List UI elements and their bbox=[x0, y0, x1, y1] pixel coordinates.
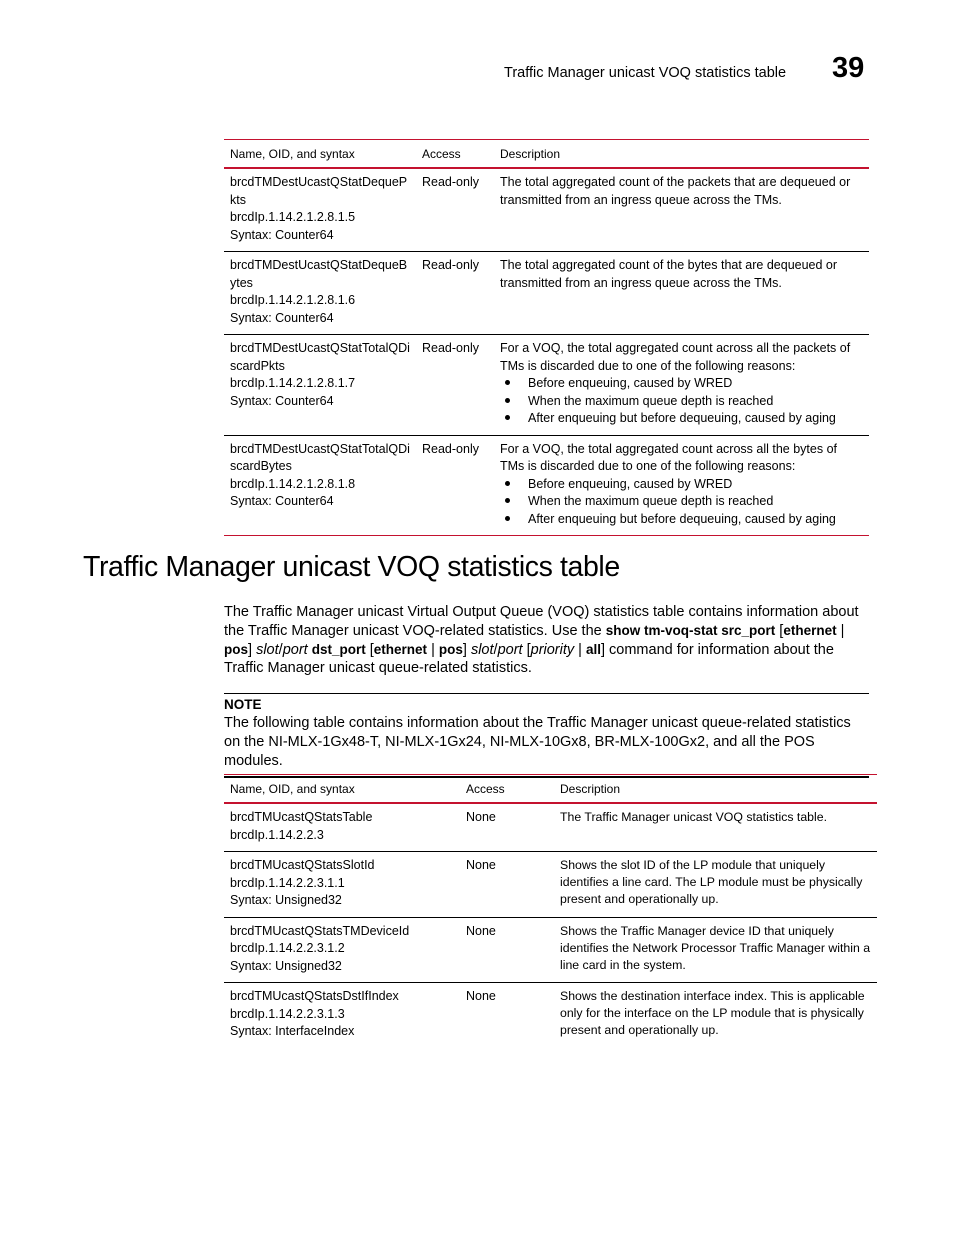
access-cell: None bbox=[460, 917, 554, 983]
access-cell: Read-only bbox=[416, 435, 494, 536]
oid-line: brcdIp.1.14.2.1.2.8.1.7 bbox=[230, 376, 356, 390]
syntax-slash: / bbox=[493, 641, 498, 658]
oid-line: brcdIp.1.14.2.2.3.1.1 bbox=[230, 875, 345, 890]
syntax-bracket: [ bbox=[522, 641, 531, 658]
bullet-item: When the maximum queue depth is reached bbox=[500, 393, 863, 411]
object-name-line: brcdTMDestUcastQStatTotalQDi bbox=[230, 341, 410, 355]
intro-paragraph bbox=[224, 603, 872, 678]
description-cell: The Traffic Manager unicast VOQ statistics table. bbox=[554, 803, 877, 852]
column-header-description: Description bbox=[554, 775, 877, 804]
name-oid-cell bbox=[224, 983, 460, 1048]
chapter-number: 39 bbox=[832, 52, 865, 84]
syntax-bracket: ] bbox=[462, 641, 471, 658]
table-row bbox=[224, 335, 869, 436]
reason-bullet-list bbox=[500, 375, 863, 428]
table-row bbox=[224, 803, 877, 852]
syntax-line: Syntax: Counter64 bbox=[230, 227, 334, 242]
access-cell: None bbox=[466, 989, 496, 1003]
name-oid-cell bbox=[224, 168, 416, 252]
name-oid-cell bbox=[224, 252, 416, 335]
access-cell: Read-only bbox=[416, 252, 494, 335]
object-name-line: ytes bbox=[230, 275, 253, 290]
object-name-line: brcdTMUcastQStatsTable bbox=[230, 810, 373, 824]
table-row bbox=[224, 852, 877, 918]
description-cell bbox=[494, 335, 869, 436]
object-name-line: scardPkts bbox=[230, 358, 285, 373]
syntax-line: Syntax: Counter64 bbox=[230, 310, 334, 325]
section-heading: Traffic Manager unicast VOQ statistics table bbox=[83, 551, 620, 583]
syntax-pipe: | bbox=[427, 641, 439, 658]
syntax-bracket: [ bbox=[775, 622, 784, 639]
object-name-line: brcdTMDestUcastQStatDequeP bbox=[230, 175, 408, 189]
description-text: For a VOQ, the total aggregated count across all the packets of TMs is discarded due to one of the following reasons: bbox=[500, 341, 851, 373]
name-oid-cell bbox=[224, 435, 416, 536]
command-argument: priority bbox=[530, 641, 575, 658]
command-keyword: pos bbox=[438, 641, 463, 657]
bullet-item: When the maximum queue depth is reached bbox=[500, 493, 863, 511]
syntax-bracket: ] bbox=[248, 641, 257, 658]
description-cell: Shows the slot ID of the LP module that uniquely identifies a line card. The LP module must be physically present and operationally up. bbox=[554, 852, 877, 918]
access-cell: Read-only bbox=[416, 168, 494, 252]
syntax-slash: / bbox=[278, 641, 283, 658]
oid-line: brcdIp.1.14.2.1.2.8.1.8 bbox=[230, 476, 356, 491]
oid-line: brcdIp.1.14.2.2.3 bbox=[230, 827, 324, 842]
command-argument: slot bbox=[256, 641, 279, 658]
command-keyword: all bbox=[585, 641, 601, 657]
description-cell bbox=[494, 435, 869, 536]
name-oid-cell bbox=[224, 803, 460, 852]
table-header-row bbox=[224, 140, 869, 169]
intro-text: The Traffic Manager unicast Virtual Output Queue (VOQ) statistics table contains information about the Traffic Manager unicast VOQ-related statistics. Use the bbox=[224, 604, 859, 639]
oid-line: brcdIp.1.14.2.2.3.1.2 bbox=[230, 941, 345, 955]
oid-line: brcdIp.1.14.2.2.3.1.3 bbox=[230, 1006, 345, 1021]
description-cell: Shows the Traffic Manager device ID that uniquely identifies the Network Processor Traffic Manager within a line card in the system. bbox=[554, 917, 877, 983]
reason-bullet-list bbox=[500, 476, 863, 529]
syntax-line: Syntax: Counter64 bbox=[230, 393, 334, 408]
table-row bbox=[224, 983, 877, 1048]
access-cell: None bbox=[460, 803, 554, 852]
table-row bbox=[224, 435, 869, 536]
note-box bbox=[224, 693, 869, 778]
object-name-line: brcdTMUcastQStatsTMDeviceId bbox=[230, 923, 410, 938]
object-name-line: kts bbox=[230, 192, 246, 207]
command-keyword: dst_port bbox=[311, 641, 366, 657]
table-row bbox=[224, 252, 869, 335]
object-name-line: scardBytes bbox=[230, 459, 292, 473]
name-oid-cell bbox=[224, 917, 460, 983]
object-name-line: brcdTMDestUcastQStatDequeB bbox=[230, 258, 408, 272]
syntax-bracket: [ bbox=[365, 641, 374, 658]
command-argument: slot bbox=[470, 641, 494, 658]
bullet-item: After enqueuing but before dequeuing, caused by aging bbox=[500, 410, 863, 428]
note-text: The following table contains information about the Traffic Manager unicast queue-related statistics on the NI-MLX-1Gx48-T, NI-MLX-1Gx24, NI-MLX-10Gx8, BR-MLX-100Gx2, and all the POS modules. bbox=[224, 715, 851, 769]
syntax-pipe: | bbox=[574, 641, 586, 658]
bullet-item: Before enqueuing, caused by WRED bbox=[500, 375, 863, 393]
table-tm-dest-ucast-qstat bbox=[224, 139, 869, 536]
column-header-name: Name, OID, and syntax bbox=[224, 140, 416, 169]
access-cell: None bbox=[460, 852, 554, 918]
syntax-pipe: | bbox=[836, 622, 845, 639]
object-name-line: brcdTMDestUcastQStatTotalQDi bbox=[230, 441, 410, 456]
oid-line: brcdIp.1.14.2.1.2.8.1.5 bbox=[230, 210, 356, 224]
description-cell: Shows the destination interface index. This is applicable only for the interface on the LP module that is physically present and operationally up. bbox=[560, 989, 865, 1037]
syntax-line: Syntax: Unsigned32 bbox=[230, 893, 342, 907]
description-cell: The total aggregated count of the bytes that are dequeued or transmitted from an ingress queue across the TMs. bbox=[494, 252, 869, 335]
description-text: For a VOQ, the total aggregated count across all the bytes of TMs is discarded due to one of the following reasons: bbox=[500, 441, 837, 473]
object-name-line: brcdTMUcastQStatsSlotId bbox=[230, 858, 375, 872]
syntax-line: Syntax: Unsigned32 bbox=[230, 958, 342, 973]
note-label: NOTE bbox=[224, 697, 262, 712]
command-keyword: show tm-voq-stat src_port bbox=[605, 622, 776, 638]
access-cell: Read-only bbox=[416, 335, 494, 436]
column-header-description: Description bbox=[494, 140, 869, 169]
table-tm-ucast-qstats bbox=[224, 774, 877, 1048]
syntax-line: Syntax: Counter64 bbox=[230, 494, 334, 508]
running-header-title: Traffic Manager unicast VOQ statistics table bbox=[504, 65, 787, 81]
intro-text: ] command for information about the Traffic Manager unicast queue-related statistics. bbox=[224, 641, 834, 677]
command-argument: port bbox=[282, 641, 308, 658]
object-name-line: brcdTMUcastQStatsDstIfIndex bbox=[230, 989, 399, 1003]
command-keyword: ethernet bbox=[373, 641, 428, 657]
description-cell: The total aggregated count of the packets that are dequeued or transmitted from an ingress queue across the TMs. bbox=[494, 168, 869, 252]
command-keyword: ethernet bbox=[783, 622, 837, 638]
table-row bbox=[224, 168, 869, 252]
bullet-item: Before enqueuing, caused by WRED bbox=[500, 476, 863, 494]
column-header-name: Name, OID, and syntax bbox=[224, 775, 460, 804]
command-argument: port bbox=[497, 641, 523, 658]
syntax-line: Syntax: InterfaceIndex bbox=[230, 1024, 355, 1038]
column-header-access: Access bbox=[416, 140, 494, 169]
command-keyword: pos bbox=[224, 641, 249, 657]
bullet-item: After enqueuing but before dequeuing, caused by aging bbox=[500, 511, 863, 529]
name-oid-cell bbox=[224, 852, 460, 918]
column-header-access: Access bbox=[460, 775, 554, 804]
name-oid-cell bbox=[224, 335, 416, 436]
table-row bbox=[224, 917, 877, 983]
table-header-row bbox=[224, 775, 877, 804]
oid-line: brcdIp.1.14.2.1.2.8.1.6 bbox=[230, 293, 356, 307]
